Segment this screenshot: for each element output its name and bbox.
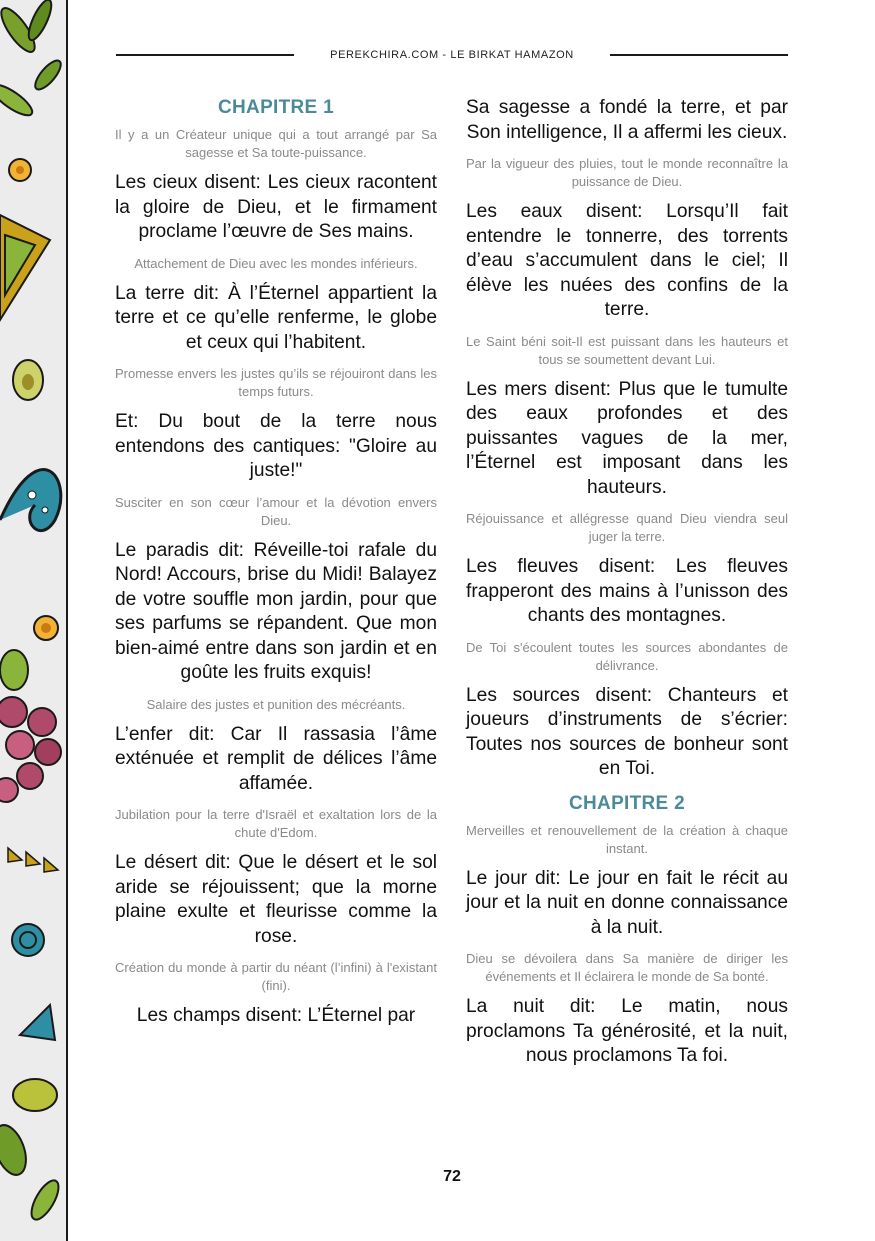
chapter-heading: CHAPITRE 1: [218, 97, 334, 118]
ornament-illustration: [0, 0, 68, 1241]
olive-branch-icon: [0, 0, 65, 120]
verse-text: Les eaux disent: Lorsqu’Il fait entendre le tonnerre, des torrents d’eau s’accumulent dans le ciel; Il élève les nuées des confins de la terre.: [466, 201, 788, 320]
commentary-note: Promesse envers les justes qu’ils se réjouiront dans les temps futurs.: [115, 366, 437, 399]
verse-text: Et: Du bout de la terre nous entendons des cantiques: "Gloire au juste!": [115, 411, 437, 481]
verse-text: Le désert dit: Que le désert et le sol aride se réjouissent; que la morne plaine exulte et fleurisse comme la rose.: [115, 852, 437, 947]
verse-text: La nuit dit: Le matin, nous proclamons Ta générosité, et la nuit, nous proclamons Ta foi.: [466, 996, 788, 1066]
header-title: PEREKCHIRA.COM - LE BIRKAT HAMAZON: [330, 49, 574, 61]
commentary-note: Jubilation pour la terre d'Israël et exaltation lors de la chute d'Edom.: [115, 807, 437, 840]
verse-text: Le paradis dit: Réveille-toi rafale du Nord! Accours, brise du Midi! Balayez de votre souffle mon jardin, pour que ses parfums se répandent. Que mon bien-aimé entre dans son jardin et en goûte les fruits exquis!: [115, 539, 437, 683]
commentary-note: Le Saint béni soit-Il est puissant dans les hauteurs et tous se soumettent devant Lui.: [466, 333, 788, 367]
commentary-note: Merveilles et renouvellement de la création à chaque instant.: [466, 822, 788, 856]
commentary-note: Création du monde à partir du néant (l’infini) à l'existant (fini).: [115, 960, 437, 993]
verse-text: Les sources disent: Chanteurs et joueurs d’instruments de s’écrier: Toutes nos sources de bonheur sont en Toi.: [466, 684, 788, 779]
commentary-note: Attachement de Dieu avec les mondes inférieurs.: [134, 255, 418, 271]
right-column: [466, 96, 788, 1079]
verse-text: Le jour dit: Le jour en fait le récit au jour et la nuit en donne connaissance à la nuit.: [466, 867, 788, 938]
verse-text: Les fleuves disent: Les fleuves frapperont des mains à l’unisson des chants des montagnes.: [466, 556, 788, 626]
commentary-note: Salaire des justes et punition des mécréants.: [146, 696, 406, 712]
commentary-note: De Toi s'écoulent toutes les sources abondantes de délivrance.: [466, 639, 788, 673]
grapes-icon: [0, 650, 61, 802]
commentary-note: Il y a un Créateur unique qui a tout arrangé par Sa sagesse et Sa toute-puissance.: [115, 127, 437, 160]
commentary-note: Réjouissance et allégresse quand Dieu viendra seul juger la terre.: [466, 511, 788, 544]
spiral-icon: [0, 470, 61, 531]
border-divider: [66, 0, 68, 1241]
verse-text: Les champs disent: L’Éternel par: [136, 1005, 416, 1026]
header-rule-right: [610, 54, 788, 56]
verse-text: Sa sagesse a fondé la terre, et par Son intelligence, Il a affermi les cieux.: [466, 97, 788, 143]
page-number: 72: [443, 1168, 461, 1185]
decorative-border: [0, 0, 68, 1241]
page-header: [116, 46, 788, 64]
verse-text: La terre dit: À l’Éternel appartient la terre et ce qu’elle renferme, le globe et ceux qui l’habitent.: [115, 282, 437, 353]
commentary-note: Dieu se dévoilera dans Sa manière de diriger les événements et Il éclairera le monde de Sa bonté.: [466, 951, 788, 984]
triangle-icon: [0, 215, 50, 320]
verse-text: Les mers disent: Plus que le tumulte des eaux profondes et des puissantes vagues de la mer, l’Éternel est imposant dans les hauteurs.: [466, 378, 788, 498]
verse-text: L’enfer dit: Car Il rassasia l’âme exténuée et remplit de délices l’âme affamée.: [115, 723, 437, 794]
commentary-note: Par la vigueur des pluies, tout le monde reconnaître la puissance de Dieu.: [466, 156, 788, 189]
header-rule-left: [116, 54, 294, 56]
chapter-heading: CHAPITRE 2: [569, 792, 685, 814]
verse-text: Les cieux disent: Les cieux racontent la gloire de Dieu, et le firmament proclame l’œuvre de Ses mains.: [115, 172, 437, 242]
commentary-note: Susciter en son cœur l’amour et la dévotion envers Dieu.: [115, 494, 437, 528]
left-column: [115, 96, 437, 1039]
